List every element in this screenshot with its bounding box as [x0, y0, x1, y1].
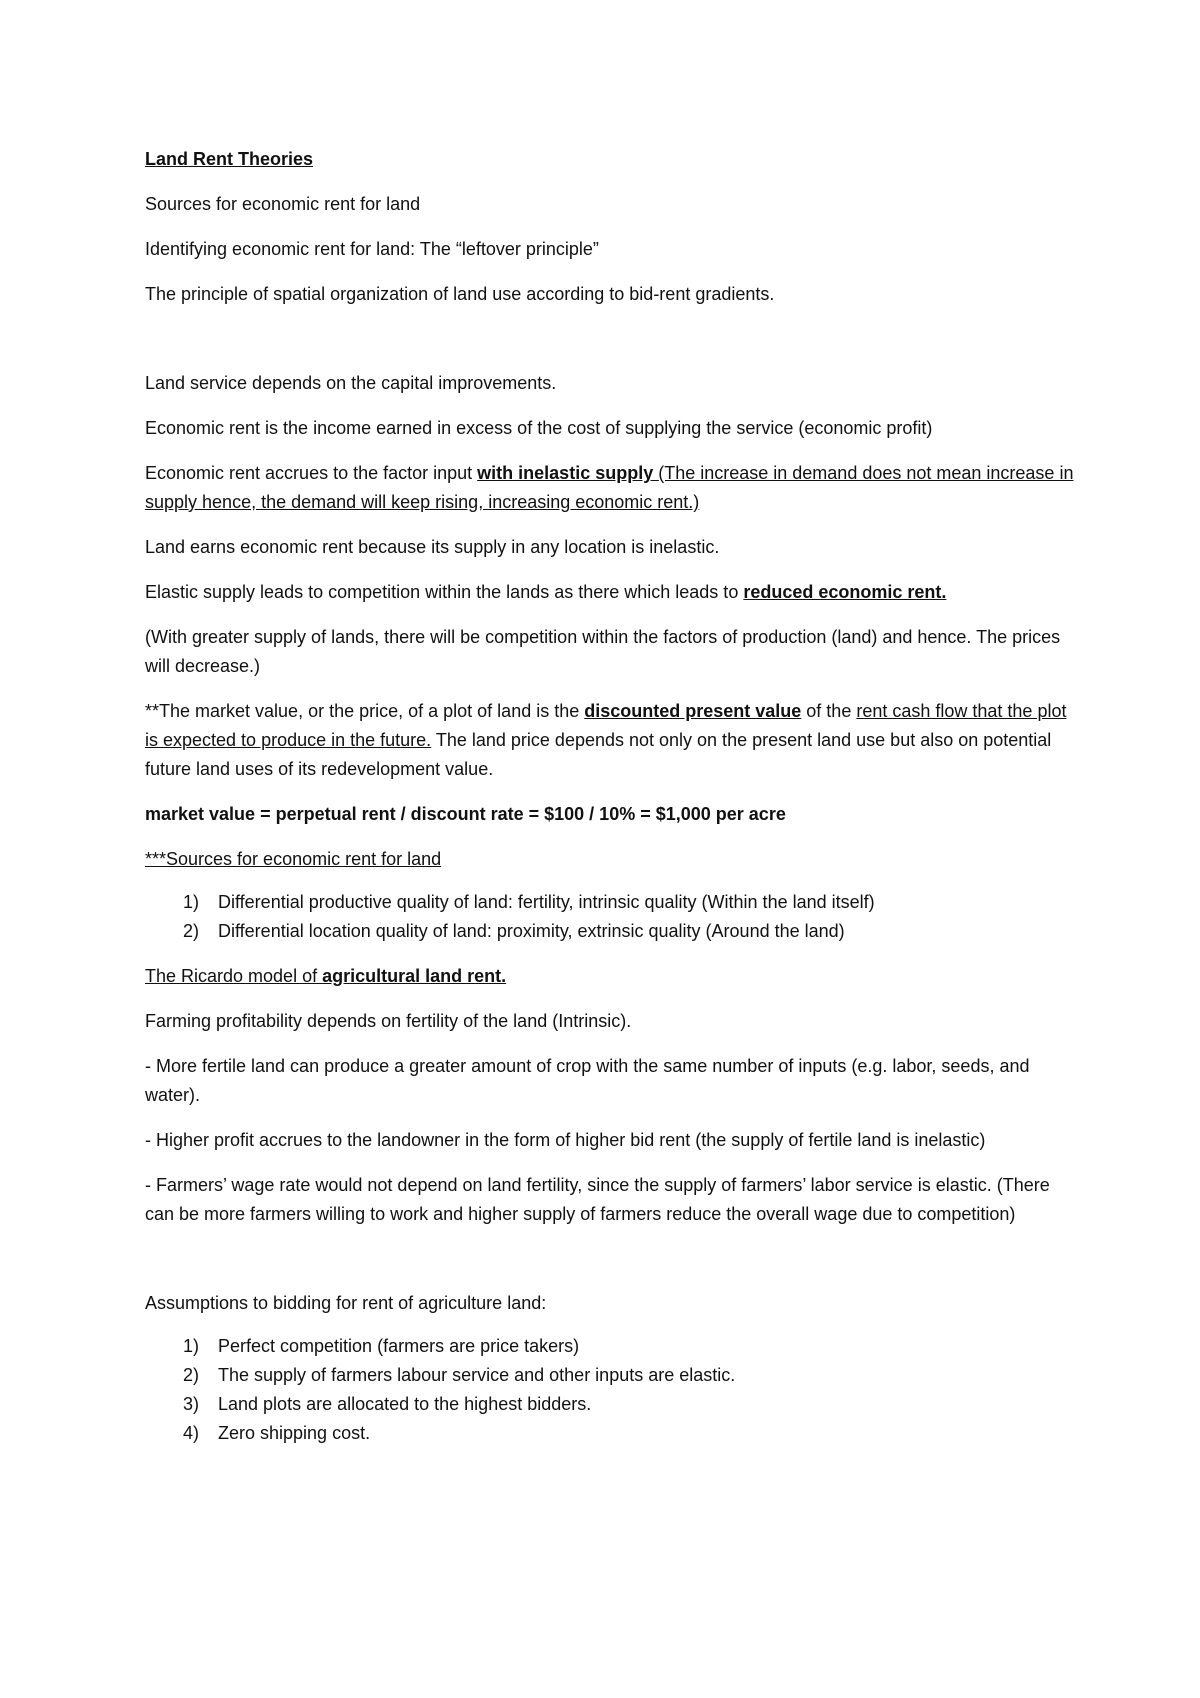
ricardo-heading: The Ricardo model of agricultural land rent. — [145, 966, 507, 986]
paragraph-economic-rent: Economic rent is the income earned in excess of the cost of supplying the service (economic profit) — [145, 418, 933, 438]
bullet-fertile-land: - More fertile land can produce a greater amount of crop with the same number of inputs (e.g. labor, seeds, and water). — [145, 1056, 1030, 1105]
list-item: 1) Perfect competition (farmers are price takers) — [183, 1336, 580, 1356]
intro-line-1: Sources for economic rent for land — [145, 194, 421, 214]
intro-line-3: The principle of spatial organization of land use according to bid-rent gradients. — [145, 284, 775, 304]
paragraph-capital: Land service depends on the capital improvements. — [145, 373, 557, 393]
underlined-explanation: (The increase in demand does not mean increase in supply hence, the demand will keep rising, increasing economic rent.) — [145, 463, 1074, 512]
assumptions-list — [145, 1332, 1080, 1448]
paragraph-elastic: Elastic supply leads to competition within the lands as there which leads to reduced economic rent. — [145, 582, 947, 602]
emphasis-inelastic-supply: with inelastic supply — [477, 463, 659, 483]
list-item: 4) Zero shipping cost. — [183, 1423, 371, 1443]
bullet-higher-profit: - Higher profit accrues to the landowner in the form of higher bid rent (the supply of fertile land is inelastic) — [145, 1130, 986, 1150]
paragraph-farming: Farming profitability depends on fertility of the land (Intrinsic). — [145, 1011, 632, 1031]
emphasis-discounted-present-value: discounted present value — [584, 701, 802, 721]
list-item: 3) Land plots are allocated to the highest bidders. — [183, 1394, 592, 1414]
intro-line-2: Identifying economic rent for land: The “leftover principle” — [145, 239, 599, 259]
assumptions-heading: Assumptions to bidding for rent of agriculture land: — [145, 1293, 547, 1313]
emphasis-reduced-rent: reduced economic rent. — [743, 582, 947, 602]
document-title: Land Rent Theories — [145, 149, 314, 169]
paragraph-market-value: **The market value, or the price, of a plot of land is the discounted present value of the rent cash flow that the plot is expected to produce in the future. The land price depends not only on the present land use but also on potential future land uses of its redevelopment value. — [145, 701, 1067, 779]
paragraph-greater-supply: (With greater supply of lands, there will be competition within the factors of production (land) and hence. The prices will decrease.) — [145, 627, 1061, 676]
sources-heading: ***Sources for economic rent for land — [145, 849, 442, 869]
formula-line: market value = perpetual rent / discount rate = $100 / 10% = $1,000 per acre — [145, 804, 786, 824]
sources-list — [145, 888, 1080, 946]
underlined-rent-cash-flow: rent cash flow that the plot is expected to produce in the future. — [145, 701, 1067, 750]
blank-line — [145, 1245, 1080, 1289]
blank-line — [145, 325, 1080, 369]
list-item: 2) Differential location quality of land: proximity, extrinsic quality (Around the land) — [183, 921, 845, 941]
bullet-wage-rate: - Farmers’ wage rate would not depend on land fertility, since the supply of farmers’ labor service is elastic. (There can be more farmers willing to work and higher supply of farmers reduce the overall wage due to competition) — [145, 1175, 1050, 1224]
paragraph-accrues: Economic rent accrues to the factor input with inelastic supply (The increase in demand does not mean increase in supply hence, the demand will keep rising, increasing economic rent.) — [145, 463, 1074, 512]
list-item: 1) Differential productive quality of land: fertility, intrinsic quality (Within the land itself) — [183, 892, 875, 912]
paragraph-land-earns: Land earns economic rent because its supply in any location is inelastic. — [145, 537, 720, 557]
document-body — [145, 145, 1080, 1464]
list-item: 2) The supply of farmers labour service and other inputs are elastic. — [183, 1365, 736, 1385]
